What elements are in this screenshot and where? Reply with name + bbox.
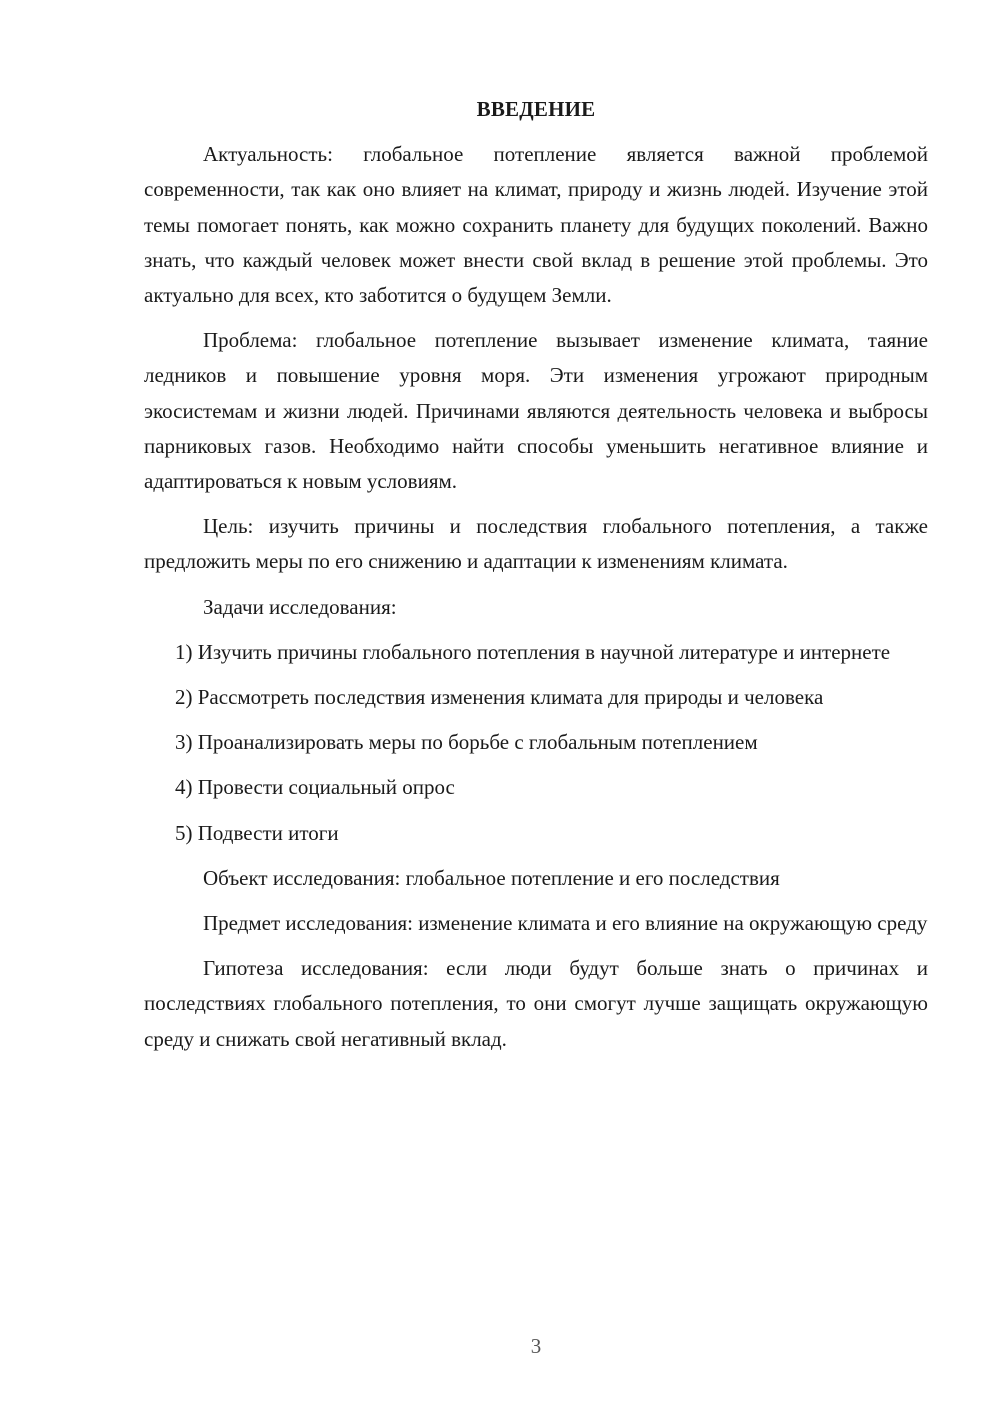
task-item-4: 4) Провести социальный опрос — [175, 775, 455, 800]
task-item-5: 5) Подвести итоги — [175, 820, 339, 845]
task-item-3: 3) Проанализировать меры по борьбе с глобальным потеплением — [175, 730, 758, 755]
relevance-paragraph: Актуальность: глобальное потепление является важной проблемой современности, так как оно влияет на климат, природу и жизнь людей. Изучение этой темы помогает понять, как можно сохранить планету для будущих поколений. Важно знать, что каждый человек может внести свой вклад в решение этой проблемы. Это актуально для всех, кто заботится о будущем Земли. — [144, 142, 928, 308]
task-item-1: 1) Изучить причины глобального потепления в научной литературе и интернете — [175, 639, 891, 664]
page-content — [144, 92, 928, 1067]
goal-paragraph: Цель: изучить причины и последствия глобального потепления, а также предложить меры по его снижению и адаптации к изменениям климата. — [144, 514, 928, 574]
section-title: ВВЕДЕНИЕ — [476, 97, 596, 121]
problem-paragraph: Проблема: глобальное потепление вызывает изменение климата, таяние ледников и повышение уровня моря. Эти изменения угрожают природным экосистемам и жизни людей. Причинами являются деятельность человека и выбросы парниковых газов. Необходимо найти способы уменьшить негативное влияние и адаптироваться к новым условиям. — [144, 328, 928, 494]
task-item-2: 2) Рассмотреть последствия изменения климата для природы и человека — [175, 685, 824, 710]
object-paragraph: Объект исследования: глобальное потепление и его последствия — [203, 865, 780, 890]
subject-paragraph: Предмет исследования: изменение климата и его влияние на окружающую среду — [203, 911, 928, 936]
hypothesis-paragraph: Гипотеза исследования: если люди будут больше знать о причинах и последствиях глобального потепления, то они смогут лучше защищать окружающую среду и снижать свой негативный вклад. — [144, 956, 928, 1051]
page-number: 3 — [530, 1334, 542, 1358]
tasks-heading: Задачи исследования: — [203, 594, 397, 619]
